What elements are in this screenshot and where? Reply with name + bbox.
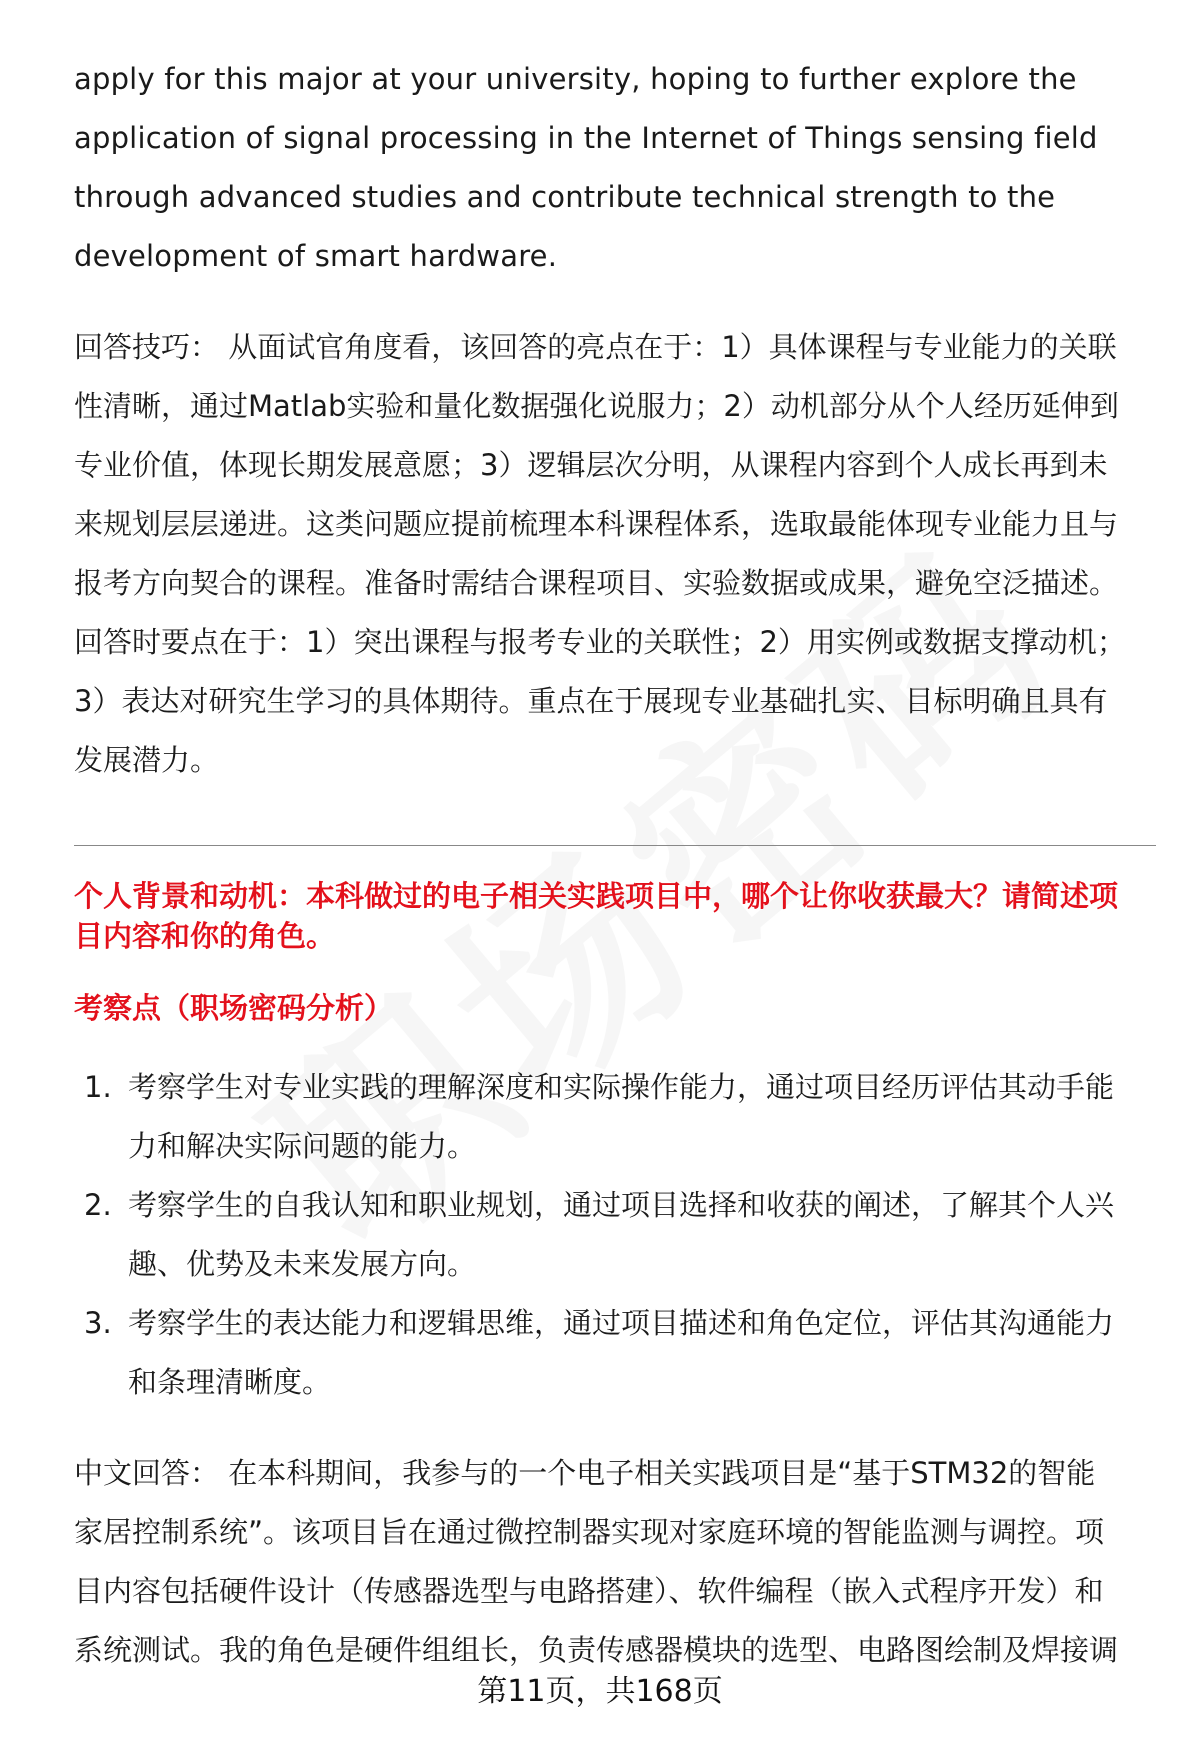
tips-line: 专业价值，体现长期发展意愿；3）逻辑层次分明，从课程内容到个人成长再到未: [74, 448, 1108, 482]
assessment-title-wrap: [74, 988, 1154, 1028]
list-line: 考察学生的表达能力和逻辑思维，通过项目描述和角色定位，评估其沟通能力: [128, 1306, 1115, 1340]
list-line: 考察学生的自我认知和职业规划，通过项目选择和收获的阐述，了解其个人兴: [128, 1188, 1115, 1222]
intro-line: apply for this major at your university, hoping to further explore the: [74, 62, 1077, 96]
answer-tips: [74, 318, 1154, 790]
answer-line: 系统测试。我的角色是硬件组组长，负责传感器模块的选型、电路图绘制及焊接调: [74, 1633, 1119, 1667]
list-line: 考察学生对专业实践的理解深度和实际操作能力，通过项目经历评估其动手能: [128, 1070, 1115, 1104]
tips-line: 回答时要点在于：1）突出课程与报考专业的关联性；2）用实例或数据支撑动机；: [74, 625, 1126, 659]
assessment-list: [74, 1058, 1154, 1412]
intro-line: through advanced studies and contribute technical strength to the: [74, 180, 1056, 214]
intro-line: development of smart hardware.: [74, 239, 558, 273]
list-item: [74, 1294, 1154, 1412]
answer-line: 家居控制系统”。该项目旨在通过微控制器实现对家庭环境的智能监测与调控。项: [74, 1515, 1105, 1549]
list-line: 和条理清晰度。: [128, 1365, 332, 1399]
list-number: 2.: [84, 1188, 112, 1222]
list-item: [74, 1176, 1154, 1294]
tips-line: 来规划层层递进。这类问题应提前梳理本科课程体系，选取最能体现专业能力且与: [74, 507, 1119, 541]
tips-line: 3）表达对研究生学习的具体期待。重点在于展现专业基础扎实、目标明确且具有: [74, 684, 1108, 718]
list-line: 力和解决实际问题的能力。: [128, 1129, 477, 1163]
tips-line: 性清晰，通过Matlab实验和量化数据强化说服力；2）动机部分从个人经历延伸到: [74, 389, 1119, 423]
tips-line: 回答技巧： 从面试官角度看，该回答的亮点在于：1）具体课程与专业能力的关联: [74, 330, 1117, 364]
question-line: 个人背景和动机：本科做过的电子相关实践项目中，哪个让你收获最大？请简述项: [74, 879, 1119, 913]
tips-line: 报考方向契合的课程。准备时需结合课程项目、实验数据或成果，避免空泛描述。: [74, 566, 1119, 600]
intro-paragraph: [74, 50, 1154, 286]
list-line: 趣、优势及未来发展方向。: [128, 1247, 477, 1281]
page-footer: 第11页，共168页: [477, 1674, 723, 1709]
list-number: 3.: [84, 1306, 112, 1340]
chinese-answer: [74, 1444, 1154, 1680]
assessment-title: 考察点（职场密码分析）: [74, 991, 394, 1025]
question-heading: [74, 876, 1154, 956]
list-item: [74, 1058, 1154, 1176]
list-number: 1.: [84, 1070, 112, 1104]
answer-line: 目内容包括硬件设计（传感器选型与电路搭建）、软件编程（嵌入式程序开发）和: [74, 1574, 1104, 1608]
section-divider: [74, 845, 1156, 846]
assessment-list-wrap: [74, 1058, 1154, 1412]
answer-line: 中文回答： 在本科期间，我参与的一个电子相关实践项目是“基于STM32的智能: [74, 1456, 1096, 1490]
question-line: 目内容和你的角色。: [74, 919, 336, 953]
intro-line: application of signal processing in the Internet of Things sensing field: [74, 121, 1098, 155]
tips-line: 发展潜力。: [74, 743, 220, 777]
